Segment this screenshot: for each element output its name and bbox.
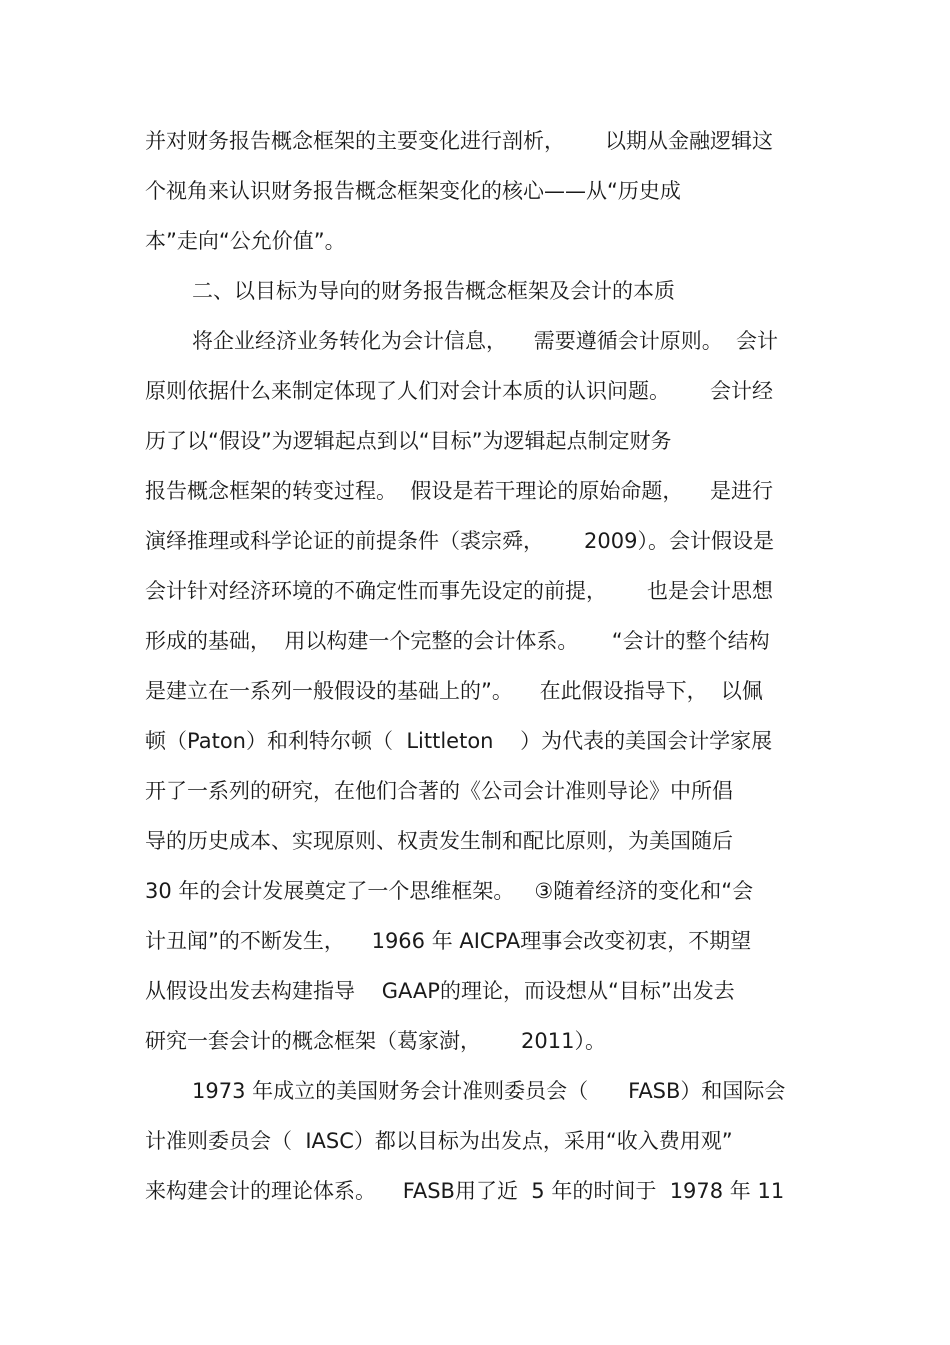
paragraph-line: 个视角来认识财务报告概念框架变化的核心——从“历史成 xyxy=(145,179,681,203)
paragraph-line: 1973 年成立的美国财务会计准则委员会（ FASB）和国际会 xyxy=(192,1079,786,1103)
paragraph-line: 演绎推理或科学论证的前提条件（裘宗舜， 2009）。会计假设是 xyxy=(145,529,774,553)
paragraph-line: 原则依据什么来制定体现了人们对会计本质的认识问题。 会计经 xyxy=(145,379,774,403)
paragraph-line: 研究一套会计的概念框架（葛家澍， 2011）。 xyxy=(145,1029,606,1053)
paragraph-line: 计准则委员会（ IASC）都以目标为出发点，采用“收入费用观” xyxy=(145,1129,733,1153)
paragraph-line: 本”走向“公允价值”。 xyxy=(145,229,346,253)
paragraph-line: 形成的基础， 用以构建一个完整的会计体系。 “会计的整个结构 xyxy=(145,629,770,653)
paragraph-line: 历了以“假设”为逻辑起点到以“目标”为逻辑起点制定财务 xyxy=(145,429,672,453)
paragraph-line: 来构建会计的理论体系。 FASB用了近 5 年的时间于 1978 年 11 xyxy=(145,1179,785,1203)
paragraph-line: 导的历史成本、实现原则、权责发生制和配比原则，为美国随后 xyxy=(145,829,733,853)
paragraph-line: 将企业经济业务转化为会计信息， 需要遵循会计原则。 会计 xyxy=(192,329,779,353)
paragraph-line: 从假设出发去构建指导 GAAP的理论，而设想从“目标”出发去 xyxy=(145,979,735,1003)
paragraph-line: 开了一系列的研究，在他们合著的《公司会计准则导论》中所倡 xyxy=(145,779,733,803)
paragraph-line: 会计针对经济环境的不确定性而事先设定的前提， 也是会计思想 xyxy=(145,579,774,603)
paragraph-line: 顿（Paton）和利特尔顿（ Littleton ）为代表的美国会计学家展 xyxy=(145,729,773,753)
paragraph-line: 是建立在一系列一般假设的基础上的”。 在此假设指导下， 以佩 xyxy=(145,679,763,703)
paragraph-line: 30 年的会计发展奠定了一个思维框架。 ③随着经济的变化和“会 xyxy=(145,879,754,903)
paragraph-line: 计丑闻”的不断发生， 1966 年 AICPA理事会改变初衷，不期望 xyxy=(145,929,752,953)
paragraph-line: 报告概念框架的转变过程。 假设是若干理论的原始命题， 是进行 xyxy=(145,479,774,503)
section-heading: 二、以目标为导向的财务报告概念框架及会计的本质 xyxy=(192,279,675,303)
paragraph-line: 并对财务报告概念框架的主要变化进行剖析， 以期从金融逻辑这 xyxy=(145,129,774,153)
